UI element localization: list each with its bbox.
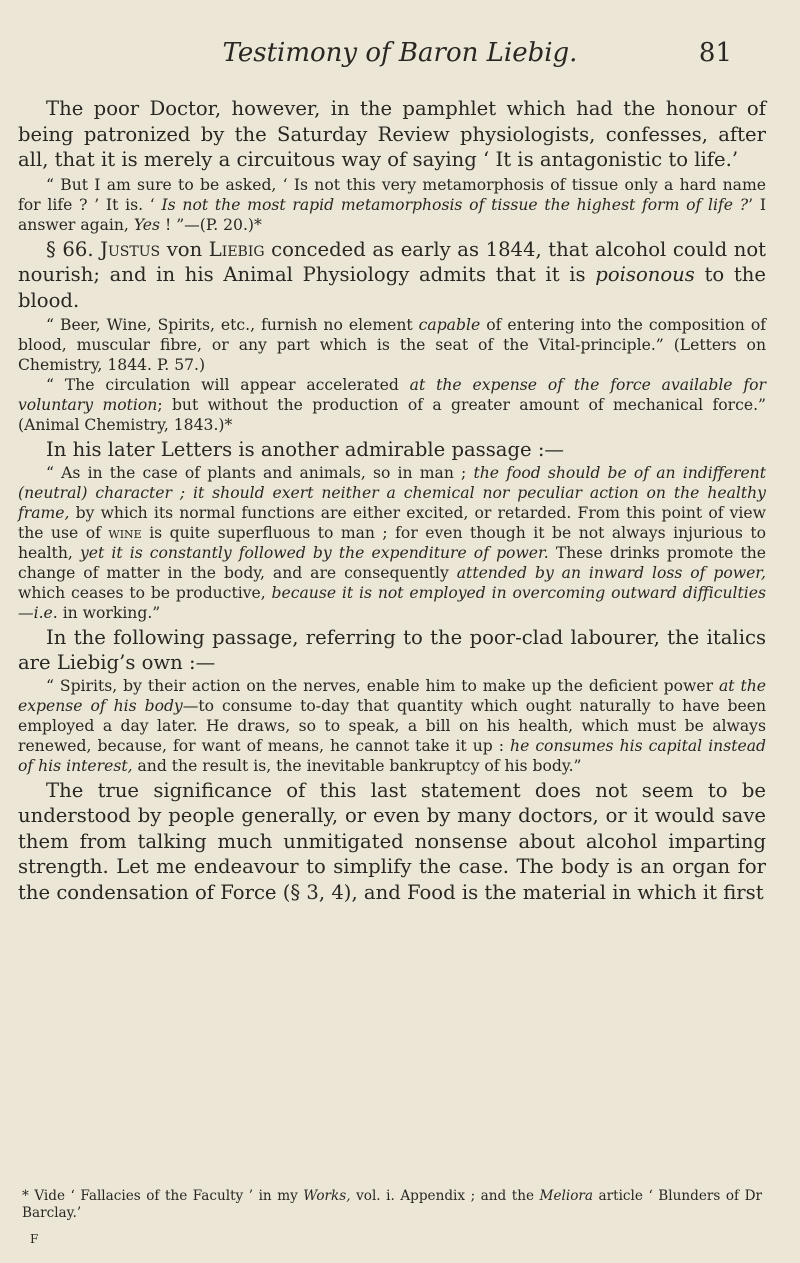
- quote-beer-wine: “ Beer, Wine, Spirits, etc., furnish no element capable of entering into the composition of blood, muscular fibre, or any part which is the seat of the Vital-principle.” (Letters on Chemistry, 1844. P. 57.): [18, 316, 766, 374]
- paragraph-labourer: In the following passage, referring to the poor-clad labourer, the italics are Liebig’s own :—: [18, 625, 766, 674]
- section-66: § 66. Justus von Liebig conceded as early as 1844, that alcohol could not nourish; and in his Animal Physiology admits that it is poisonous to the blood.: [18, 237, 767, 312]
- quote-circulation: “ The circulation will appear accelerated at the expense of the force available for voluntary motion; but without the production of a greater amount of mechanical force.” (Animal Chemistry, 1843.)*: [18, 376, 766, 434]
- paragraph-later-letters: In his later Letters is another admirable passage :—: [46, 438, 565, 461]
- quote-metamorphosis: “ But I am sure to be asked, ‘ Is not this very metamorphosis of tissue only a hard name for life ? ’ It is. ‘ Is not the most rapid metamorphosis of tissue the highest form of life ?’ I answer again, Yes ! ”—(P. 20.)*: [18, 175, 767, 234]
- paragraph-doctor: The poor Doctor, however, in the pamphlet which had the honour of being patronized by the Saturday Review physiologists, confesses, after all, that it is merely a circuitous way of saying ‘ It is antagonistic to life.’: [18, 97, 766, 171]
- paragraph-significance: The true significance of this last statement does not seem to be understood by people generally, or even by many doctors, or it would save them from talking much unmitigated nonsense about alcohol imparting strength. Let me endeavour to simplify the case. The body is an organ for the condensation of Force (§ 3, 4), and Food is the material in which it first: [18, 778, 766, 904]
- page-body: [18, 96, 766, 905]
- page-header: [0, 34, 800, 74]
- signature-mark: F: [30, 1232, 39, 1246]
- quote-spirits: “ Spirits, by their action on the nerves, enable him to make up the deficient power at the expense of his body—to consume to-day that quantity which ought naturally to have been employed a day later. He draws, so to speak, a bill on his health, which must be always renewed, because, for want of means, he cannot take it up : he consumes his capital instead of his interest, and the result is, the inevitable bankruptcy of his body.”: [18, 676, 766, 775]
- running-title: Testimony of Baron Liebig.: [222, 38, 578, 68]
- quote-plants-animals: “ As in the case of plants and animals, so in man ; the food should be of an indifferent (neutral) character ; it should exert neither a chemical nor peculiar action on the healthy frame, by which its normal functions are either excited, or retarded. From this point of view the use of wine is quite superfluous to man ; for even though it be not always injurious to health, yet it is constantly followed by the expenditure of power. These drinks promote the change of matter in the body, and are consequently attended by an inward loss of power, which ceases to be productive, because it is not employed in overcoming outward difficulties—i.e. in working.”: [18, 463, 767, 622]
- page-number: 81: [698, 38, 732, 68]
- footnote: * Vide ‘ Fallacies of the Faculty ’ in my Works, vol. i. Appendix ; and the Meliora article ‘ Blunders of Dr Barclay.’: [22, 1188, 763, 1221]
